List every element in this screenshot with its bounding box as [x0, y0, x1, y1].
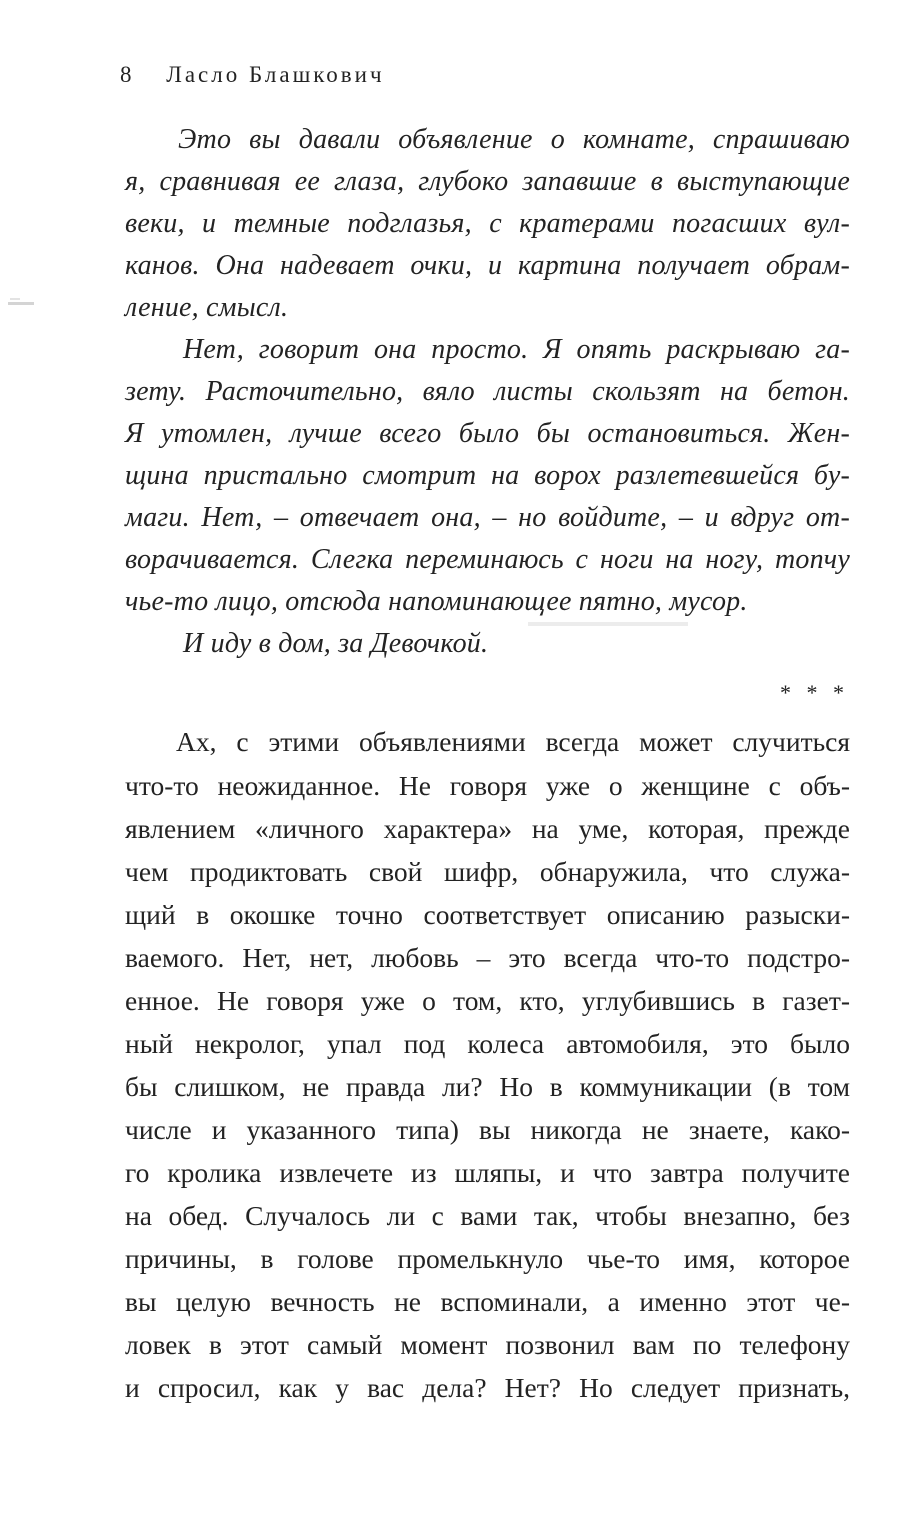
- author-name: Ласло Блашкович: [166, 62, 385, 87]
- text-line: щина пристально смотрит на ворох разлетевшейся бу-: [125, 460, 850, 491]
- text-line: вы целую вечность не вспоминали, а именно этот че-: [125, 1286, 850, 1317]
- margin-mark: [8, 302, 34, 305]
- text-line: Я утомлен, лучше всего было бы остановиться. Жен-: [125, 418, 850, 449]
- page-number: 8: [120, 62, 132, 87]
- text-line: ваемого. Нет, нет, любовь – это всегда что-то подстро-: [125, 942, 850, 973]
- text-line: бы слишком, не правда ли? Но в коммуникации (в том: [125, 1071, 850, 1102]
- text-line: ловек в этот самый момент позвонил вам по телефону: [125, 1329, 850, 1360]
- text-line: Ах, с этими объявлениями всегда может случиться: [176, 726, 850, 757]
- text-line: явлением «личного характера» на уме, которая, прежде: [125, 813, 850, 844]
- text-line: я, сравнивая ее глаза, глубоко запавшие в выступающие: [125, 166, 850, 197]
- running-header: [120, 62, 385, 88]
- text-line: чье-то лицо, отсюда напоминающее пятно, мусор.: [125, 586, 748, 617]
- text-line: го кролика извлечете из шляпы, и что завтра получите: [125, 1157, 850, 1188]
- text-line: зету. Расточительно, вяло листы скользят на бетон.: [125, 376, 850, 407]
- text-line: ление, смысл.: [125, 292, 289, 323]
- section-separator: * * *: [780, 680, 849, 705]
- print-smudge: [528, 622, 688, 626]
- text-line: числе и указанного типа) вы никогда не знаете, како-: [125, 1114, 850, 1145]
- text-line: чем продиктовать свой шифр, обнаружила, что служа-: [125, 856, 850, 887]
- text-line: ворачивается. Слегка переминаюсь с ноги на ногу, топчу: [125, 544, 850, 575]
- text-line: что-то неожиданное. Не говоря уже о женщине с объ-: [125, 770, 850, 801]
- text-line: енное. Не говоря уже о том, кто, углубившись в газет-: [125, 985, 850, 1016]
- text-line: И иду в дом, за Девочкой.: [183, 628, 489, 659]
- text-line: Это вы давали объявление о комнате, спрашиваю: [178, 124, 850, 155]
- text-line: веки, и темные подглазья, с кратерами погасших вул-: [125, 208, 850, 239]
- text-line: на обед. Случалось ли с вами так, чтобы внезапно, без: [125, 1200, 850, 1231]
- text-line: Нет, говорит она просто. Я опять раскрываю га-: [183, 334, 850, 365]
- text-line: щий в окошке точно соответствует описанию разыски-: [125, 899, 850, 930]
- text-line: маги. Нет, – отвечает она, – но войдите, – и вдруг от-: [125, 502, 850, 533]
- text-line: ный некролог, упал под колеса автомобиля, это было: [125, 1028, 850, 1059]
- text-line: причины, в голове промелькнуло чье-то имя, которое: [125, 1243, 850, 1274]
- text-line: канов. Она надевает очки, и картина получает обрам-: [125, 250, 850, 281]
- text-line: и спросил, как у вас дела? Нет? Но следует признать,: [125, 1372, 850, 1403]
